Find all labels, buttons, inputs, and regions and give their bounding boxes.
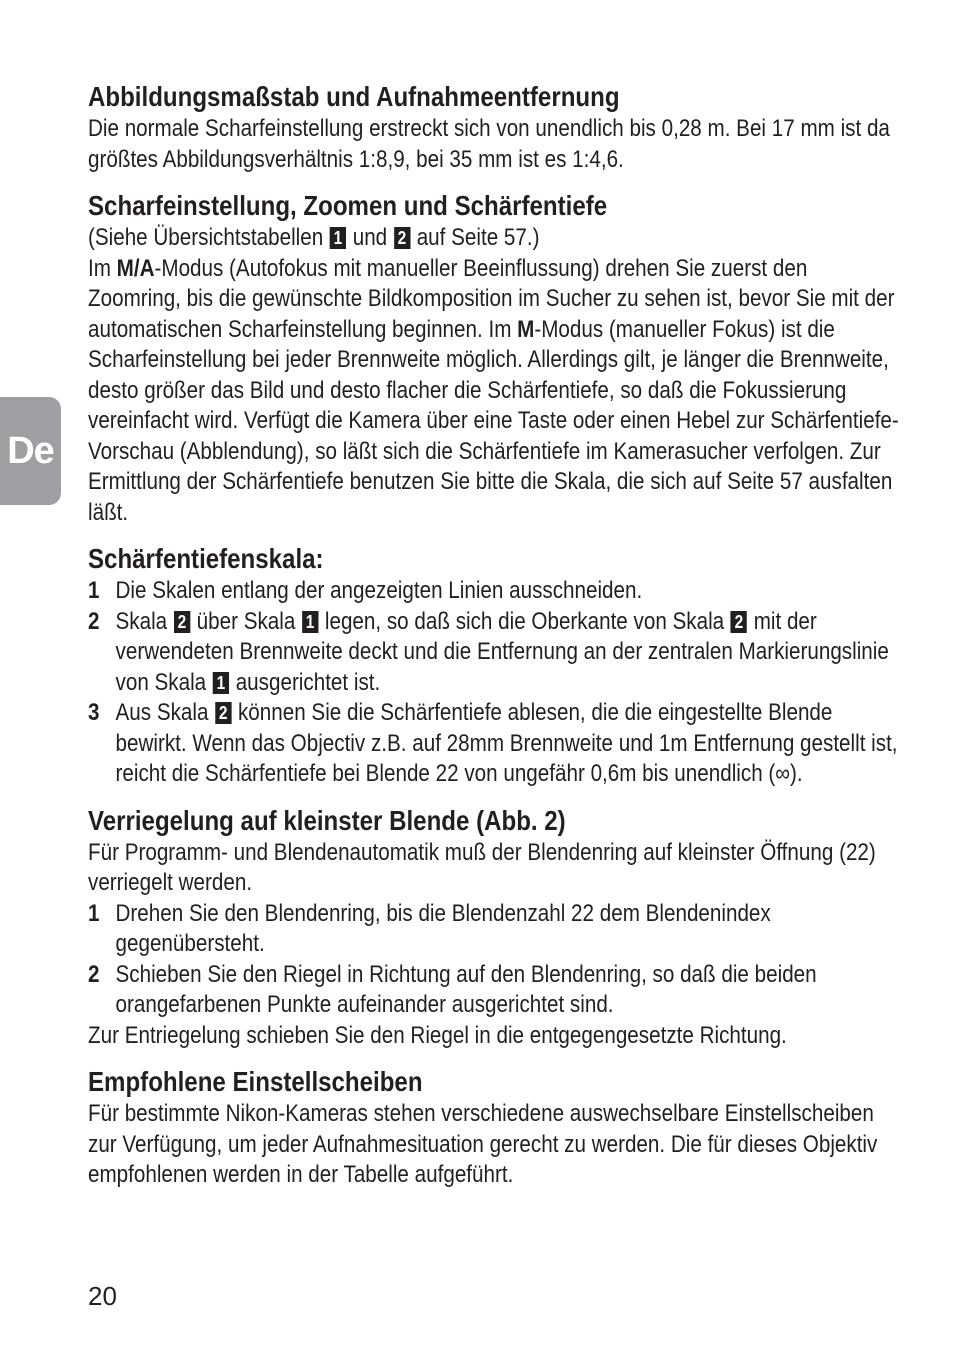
text-span: Aus Skala: [115, 699, 215, 726]
step-text: Schieben Sie den Riegel in Richtung auf den Blendenring, so daß die beiden orangefarbenen Punkte aufeinander ausgerichtet sind.: [115, 960, 817, 1018]
scale-number-box: 1: [302, 611, 318, 633]
steps-list: [88, 576, 900, 790]
section-focusing-zooming: [88, 189, 900, 528]
step-number: 2: [88, 960, 100, 988]
mode-m-label: M: [517, 315, 535, 343]
list-item: [88, 960, 900, 1021]
scale-number-box: 2: [731, 611, 747, 633]
section-body: [88, 114, 900, 175]
paragraph: Für Programm- und Blendenautomatik muß der Blendenring auf kleinster Öffnung (22) verriegelt werden.: [88, 838, 876, 896]
text-span: -Modus (manueller Fokus) ist die Scharfeinstellung bei jeder Brennweite möglich. Allerdings gilt, je länger die Brennweite, desto größer das Bild und desto flacher die Schärfentiefe, so daß die Fokussierung vereinfacht wird. Verfügt die Kamera über eine Taste oder einen Hebel zur Schärfentiefe-Vorschau (Abblendung), so läßt sich die Schärfentiefe im Kamerasucher verfolgen. Zur Ermittlung der Schärfentiefe benutzen Sie bitte die Skala, die sich auf Seite 57 ausfalten läßt.: [88, 315, 899, 526]
step-number: 1: [88, 899, 100, 927]
section-focusing-screens: [88, 1065, 900, 1191]
table-number-box: 1: [330, 227, 346, 249]
text-span: und: [346, 224, 393, 251]
reference-line: [88, 223, 900, 254]
scale-number-box: 1: [213, 672, 229, 694]
scale-number-box: 2: [215, 702, 231, 724]
list-item: [88, 899, 900, 960]
text-span: legen, so daß sich die Oberkante von Skala: [319, 607, 730, 635]
section-heading: Scharfeinstellung, Zoomen und Schärfentiefe: [88, 190, 608, 221]
section-dof-scale: [88, 542, 900, 790]
section-body: [88, 576, 900, 790]
section-body: [88, 838, 900, 1052]
section-heading: Empfohlene Einstellscheiben: [88, 1066, 423, 1097]
section-heading: Abbildungsmaßstab und Aufnahmeentfernung: [88, 81, 620, 112]
section-reproduction-ratio: [88, 80, 900, 175]
text-span: über Skala: [190, 607, 302, 635]
step-text: Die Skalen entlang der angezeigten Linien ausschneiden.: [115, 577, 643, 604]
scale-number-box: 2: [174, 611, 190, 633]
section-body: [88, 223, 900, 528]
step-number: 1: [88, 577, 100, 604]
text-span: ausgerichtet ist.: [229, 668, 381, 696]
text-span: -Modus (Autofokus mit manueller Beeinflussung) drehen Sie zuerst den Zoomring, bis die gewünschte Bildkomposition im Sucher zu sehen ist, bevor Sie mit der automatischen Scharfeinstellung beginnen. Im: [88, 254, 895, 343]
text-span: können Sie die Schärfentiefe ablesen, die die eingestellte Blende bewirkt. Wenn das Objectiv z.B. auf 28mm Brennweite und 1m Entfernung gestellt ist, reicht die Schärfentiefe bei Blende 22 von ungefähr 0,6m bis unendlich (∞).: [115, 699, 898, 787]
list-item: [88, 698, 900, 790]
page-number: 20: [88, 1281, 117, 1311]
text-span: mit der verwendeten Brennweite deckt und die Entfernung an der zentralen Markierungslinie von Skala: [115, 607, 889, 696]
paragraph: Zur Entriegelung schieben Sie den Riegel in die entgegengesetzte Richtung.: [88, 1021, 787, 1049]
steps-list: [88, 899, 900, 1021]
text-span: auf Seite 57.): [410, 224, 540, 251]
step-number: 2: [88, 607, 100, 635]
paragraph: Für bestimmte Nikon-Kameras stehen verschiedene auswechselbare Einstellscheiben zur Verfügung, um jeder Aufnahmesituation gerecht zu werden. Die für dieses Objektiv empfohlenen werden in der Tabelle aufgeführt.: [88, 1100, 878, 1188]
mode-ma-label: M/A: [116, 254, 155, 282]
paragraph: Die normale Scharfeinstellung erstreckt sich von unendlich bis 0,28 m. Bei 17 mm ist da größtes Abbildungsverhältnis 1:8,9, bei 35 mm ist es 1:4,6.: [88, 115, 890, 173]
text-span: (Siehe Übersichtstabellen: [88, 224, 329, 251]
step-number: 3: [88, 699, 100, 726]
page-content: [88, 80, 900, 1205]
section-body: [88, 1099, 900, 1191]
section-heading: Verriegelung auf kleinster Blende (Abb. 2): [88, 804, 566, 836]
table-number-box: 2: [394, 227, 410, 249]
text-span: Skala: [115, 607, 173, 635]
step-text: Drehen Sie den Blendenring, bis die Blendenzahl 22 dem Blendenindex gegenübersteht.: [115, 899, 771, 957]
list-item: [88, 576, 900, 607]
paragraph: [88, 254, 900, 529]
list-item: [88, 607, 900, 699]
section-heading: Schärfentiefenskala:: [88, 543, 324, 574]
section-aperture-lock: [88, 804, 900, 1052]
text-span: Im: [88, 254, 117, 282]
language-tab: De: [0, 397, 61, 505]
